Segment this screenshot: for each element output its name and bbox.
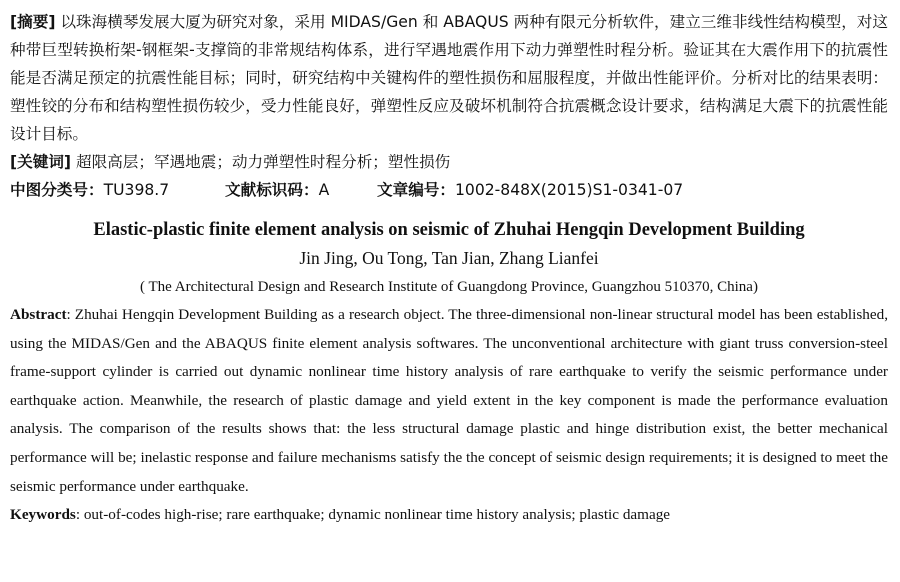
english-affiliation: ( The Architectural Design and Research Institute of Guangdong Province, Guangzhou 510370, China) bbox=[140, 279, 758, 295]
clc-value: TU398.7 bbox=[103, 181, 170, 199]
cn-abstract-text: 以珠海横琴发展大厦为研究对象，采用 MIDAS/Gen 和 ABAQUS 两种有限元分析软件，建立三维非线性结构模型，对这种带巨型转换桁架-钢框架-支撑筒的非常规结构体系，进行罕遇地震作用下动力弹塑性时程分析。验证其在大震作用下的抗震性能是否满足预定的抗震性能目标；同时，研究结构中关键构件的塑性损伤和屈服程度，并做出性能评价。分析对比的结果表明：塑性铰的分布和结构塑性损伤较少，受力性能良好，弹塑性反应及破坏机制符合抗震概念设计要求，结构满足大震下的抗震性能设计目标。 bbox=[10, 13, 888, 143]
cn-abstract-label: [摘要] bbox=[10, 13, 56, 31]
english-abstract bbox=[10, 301, 888, 501]
english-abstract-label: Abstract bbox=[10, 306, 67, 323]
doc-code-field bbox=[225, 176, 377, 204]
cn-keywords-label: [关键词] bbox=[10, 153, 72, 171]
clc-label: 中图分类号： bbox=[10, 181, 104, 199]
paper-header bbox=[10, 8, 888, 529]
cn-keywords-text: 超限高层；罕遇地震；动力弹塑性时程分析；塑性损伤 bbox=[76, 153, 451, 171]
article-no-value: 1002-848X(2015)S1-0341-07 bbox=[454, 181, 684, 199]
english-title: Elastic-plastic finite element analysis on seismic of Zhuhai Hengqin Development Building bbox=[93, 220, 805, 240]
doc-code-value: A bbox=[318, 181, 330, 199]
cn-abstract bbox=[10, 8, 888, 148]
clc-field bbox=[10, 176, 225, 204]
english-authors: Jin Jing, Ou Tong, Tan Jian, Zhang Lianfei bbox=[299, 248, 599, 268]
doc-code-label: 文献标识码： bbox=[225, 181, 319, 199]
article-no-label: 文章编号： bbox=[377, 181, 455, 199]
english-keywords bbox=[10, 501, 888, 529]
english-abstract-text: : Zhuhai Hengqin Development Building as a research object. The three-dimensional non-linear structural model has been established, using the MIDAS/Gen and the ABAQUS finite element analysis softwares. The unconventional architecture with giant truss conversion-steel frame-support cylinder is carried out dynamic nonlinear time history analysis of rare earthquake to verify the seismic performance under earthquake action. Meanwhile, the research of plastic damage and yield extent in the key component is made the performance evaluation analysis. The comparison of the results shows that: the less structural damage plastic and hinge distribution exist, the better mechanical performance will be; inelastic response and failure mechanisms satisfy the the concept of seismic design requirements; it is designed to meet the seismic performance under earthquake. bbox=[10, 306, 888, 495]
english-keywords-text: : out-of-codes high-rise; rare earthquake; dynamic nonlinear time history analysis; plastic damage bbox=[75, 506, 671, 524]
cn-keywords bbox=[10, 148, 888, 176]
english-keywords-label: Keywords bbox=[10, 506, 76, 524]
classification-row bbox=[10, 176, 888, 204]
article-no-field bbox=[377, 176, 683, 204]
